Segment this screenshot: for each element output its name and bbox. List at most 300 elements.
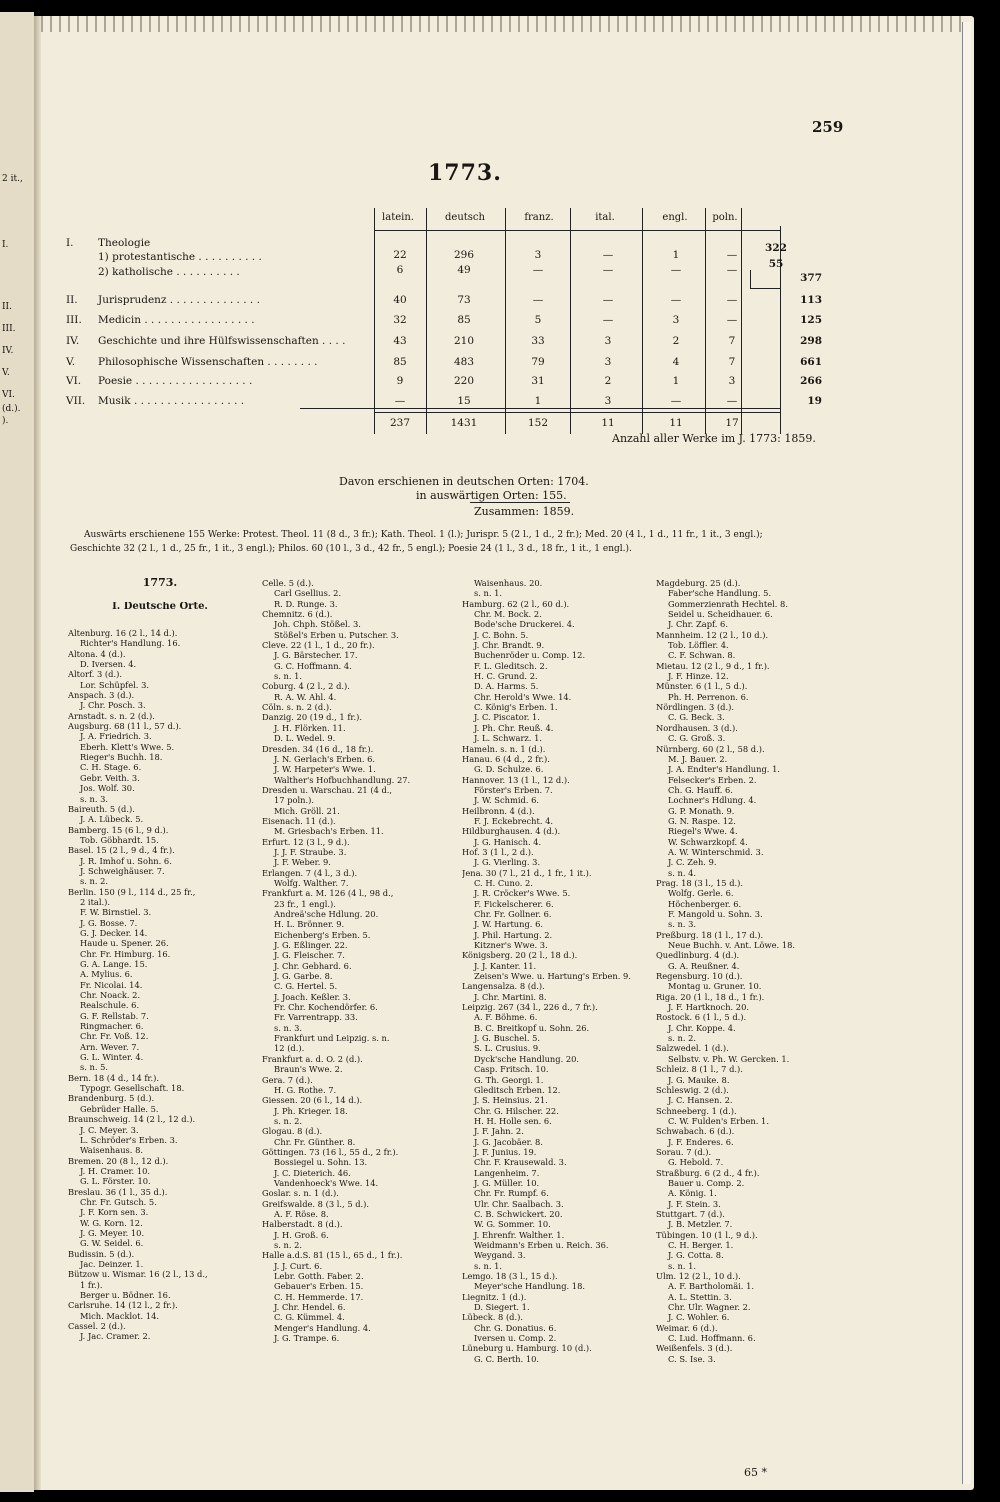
place-entry: H. H. Holle sen. 6. — [474, 1115, 552, 1126]
place-entry: Ulr. Chr. Saalbach. 3. — [474, 1198, 564, 1209]
place-entry: A. König. 1. — [668, 1188, 717, 1199]
place-entry: J. G. Garbe. 8. — [274, 971, 333, 982]
place-entry: G. J. Decker. 14. — [80, 927, 148, 938]
place-entry: s. n. 1. — [274, 671, 303, 682]
table-rule — [374, 412, 780, 413]
place-entry: C. H. Berger. 1. — [668, 1240, 734, 1250]
table-cell: 483 — [453, 356, 475, 368]
place-entry: Hamburg. 62 (2 l., 60 d.). — [462, 598, 570, 609]
year-heading: 1773. — [428, 160, 502, 186]
place-entry: D. L. Wedel. 9. — [274, 733, 336, 744]
place-entry: Sorau. 7 (d.). — [656, 1146, 712, 1157]
place-entry: L. Schröder's Erben. 3. — [80, 1134, 178, 1145]
place-entry: Förster's Erben. 7. — [474, 784, 553, 795]
place-entry: J. G. Müller. 10. — [474, 1177, 540, 1188]
place-entry: J. R. Imhof u. Sohn. 6. — [80, 855, 172, 866]
table-cell: 220 — [453, 375, 475, 387]
place-entry: Halberstadt. 8 (d.). — [262, 1219, 343, 1230]
row-total: 125 — [800, 314, 822, 326]
table-cell: — — [602, 264, 614, 276]
table-rule — [374, 230, 780, 231]
place-entry: C. F. Schwan. 8. — [668, 650, 736, 661]
summary-line: Davon erschienen in deutschen Orten: 1704. — [339, 475, 589, 488]
place-entry: G. L. Winter. 4. — [80, 1052, 144, 1063]
place-entry: Cassel. 2 (d.). — [68, 1321, 126, 1332]
margin-text: (d.). — [2, 404, 21, 414]
place-entry: J. Jac. Cramer. 2. — [80, 1331, 151, 1342]
place-entry: J. W. Hartung. 6. — [474, 919, 543, 930]
place-entry: Iversen u. Comp. 2. — [474, 1333, 557, 1344]
place-entry: Lor. Schüpfel. 3. — [80, 679, 149, 690]
place-entry: Montag u. Gruner. 10. — [668, 981, 762, 992]
place-entry: Berlin. 150 (9 l., 114 d., 25 fr., — [68, 886, 196, 897]
places-column — [262, 578, 458, 1343]
place-entry: J. Ph. Krieger. 18. — [274, 1105, 348, 1116]
place-entry: J. F. Hinze. 12. — [668, 671, 729, 682]
summary-rule — [470, 502, 570, 503]
place-entry: Buchenröder u. Comp. 12. — [474, 650, 586, 661]
place-entry: Tob. Göbhardt. 15. — [80, 834, 159, 845]
place-entry: C. G. Kümmel. 4. — [274, 1312, 345, 1323]
place-entry: G. C. Berth. 10. — [474, 1353, 540, 1364]
place-entry: F. J. Eckebrecht. 4. — [474, 815, 554, 826]
place-entry: W. G. Korn. 12. — [80, 1217, 143, 1228]
place-entry: Jac. Deinzer. 1. — [80, 1258, 144, 1269]
total-cell: 237 — [389, 417, 411, 429]
place-entry: Bremen. 20 (8 l., 12 d.). — [68, 1155, 169, 1166]
place-entry: Bauer u. Comp. 2. — [668, 1177, 745, 1188]
place-entry: C. König's Erben. 1. — [474, 702, 558, 713]
place-entry: Walther's Hofbuchhandlung. 27. — [274, 774, 411, 785]
place-entry: Braunschweig. 14 (2 l., 12 d.). — [68, 1114, 196, 1125]
place-entry: C. G. Groß. 3. — [668, 733, 726, 744]
place-entry: J. G. Buschel. 5. — [474, 1033, 541, 1044]
place-entry: J. G. Eßlinger. 22. — [274, 940, 348, 951]
table-cell: 3 — [728, 375, 736, 387]
margin-text: IV. — [2, 346, 14, 356]
place-entry: Ph. H. Perrenon. 6. — [668, 691, 749, 702]
place-entry: Fr. Nicolai. 14. — [80, 979, 143, 990]
table-cell: 33 — [531, 335, 545, 347]
table-cell: — — [670, 294, 682, 306]
column-year: 1773. — [142, 578, 178, 589]
table-cell: — — [394, 395, 406, 407]
place-entry: J. Chr. Brandt. 9. — [474, 640, 545, 651]
table-cell: 43 — [393, 335, 407, 347]
place-entry: W. Schwarzkopf. 4. — [668, 836, 748, 847]
place-entry: Danzig. 20 (19 d., 1 fr.). — [262, 712, 362, 723]
table-row-label: VI. Poesie . . . . . . . . . . . . . . . . . . — [66, 375, 253, 387]
place-entry: Hameln. s. n. 1 (d.). — [462, 743, 546, 754]
place-entry: Vandenhoeck's Wwe. 14. — [274, 1177, 379, 1188]
place-entry: J. R. Cröcker's Wwe. 5. — [474, 888, 571, 899]
place-entry: Kitzner's Wwe. 3. — [474, 940, 548, 951]
place-entry: F. L. Gleditsch. 2. — [474, 660, 548, 671]
table-cell: — — [602, 294, 614, 306]
place-entry: Weißenfels. 3 (d.). — [656, 1343, 733, 1354]
place-entry: Hanau. 6 (4 d., 2 fr.). — [462, 753, 550, 764]
place-entry: Dresden u. Warschau. 21 (4 d., — [262, 784, 393, 795]
total-cell: 17 — [725, 417, 739, 429]
place-entry: Chr. Fr. Gutsch. 5. — [80, 1196, 157, 1207]
place-entry: Münster. 6 (1 l., 5 d.). — [656, 681, 748, 692]
table-cell: 31 — [531, 375, 545, 387]
place-entry: J. Ph. Chr. Reuß. 4. — [474, 722, 554, 733]
table-cell: — — [602, 314, 614, 326]
place-entry: Gera. 7 (d.). — [262, 1074, 313, 1085]
place-entry: s. n. 3. — [274, 1022, 303, 1033]
place-entry: Dresden. 34 (16 d., 18 fr.). — [262, 743, 374, 754]
table-row-label: I. Theologie — [66, 237, 151, 249]
place-entry: Chr. Ulr. Wagner. 2. — [668, 1302, 751, 1313]
place-entry: J. G. Bärstecher. 17. — [274, 650, 358, 661]
place-entry: Weygand. 3. — [474, 1250, 526, 1261]
place-entry: J. N. Gerlach's Erben. 6. — [274, 753, 376, 764]
summary-line: in auswärtigen Orten: 155. — [416, 489, 567, 502]
place-entry: Bode'sche Druckerei. 4. — [474, 619, 575, 630]
place-entry: Bossiegel u. Sohn. 13. — [274, 1157, 368, 1168]
table-rule — [750, 288, 780, 289]
table-divider — [505, 208, 506, 434]
place-entry: J. F. Weber. 9. — [274, 857, 331, 868]
table-cell: 15 — [457, 395, 471, 407]
place-entry: J. G. Vierling. 3. — [474, 857, 541, 868]
place-entry: J. F. Hartknoch. 20. — [668, 1002, 750, 1013]
place-entry: Lemgo. 18 (3 l., 15 d.). — [462, 1271, 558, 1282]
place-entry: J. A. Friedrich. 3. — [80, 731, 152, 742]
margin-text: V. — [2, 368, 10, 378]
place-entry: Prag. 18 (3 l., 15 d.). — [656, 877, 744, 888]
table-cell: — — [670, 264, 682, 276]
table-row-label: V. Philosophische Wissenschaften . . . . . . . . — [66, 356, 318, 368]
place-entry: Meyer'sche Handlung. 18. — [474, 1281, 586, 1292]
table-cell: 79 — [531, 356, 545, 368]
place-entry: Weimar. 6 (d.). — [656, 1322, 718, 1333]
place-entry: J. F. Enderes. 6. — [668, 1136, 734, 1147]
place-entry: J. Joach. Keßler. 3. — [274, 991, 351, 1002]
place-entry: Mich. Gröll. 21. — [274, 805, 340, 816]
place-entry: Chr. Fr. Gollner. 6. — [474, 909, 552, 919]
place-entry: Altorf. 3 (d.). — [68, 669, 122, 680]
place-entry: J. C. Meyer. 3. — [80, 1124, 139, 1135]
place-entry: Chr. F. Krausewald. 3. — [474, 1157, 567, 1168]
place-entry: G. C. Hoffmann. 4. — [274, 660, 352, 671]
place-entry: J. A. Lübeck. 5. — [80, 814, 144, 825]
table-row-label: II. Jurisprudenz . . . . . . . . . . . . . . — [66, 294, 260, 306]
place-entry: Schleswig. 2 (d.). — [656, 1084, 729, 1095]
column-subtitle: I. Deutsche Orte. — [112, 602, 208, 612]
place-entry: Glogau. 8 (d.). — [262, 1126, 323, 1137]
page-binding — [34, 16, 41, 1490]
place-entry: Breslau. 36 (1 l., 35 d.). — [68, 1186, 168, 1197]
place-entry: J. H. Groß. 6. — [274, 1229, 329, 1240]
place-entry: J. C. Bohn. 5. — [474, 629, 529, 640]
place-entry: R. A. W. Ahl. 4. — [274, 691, 337, 702]
place-entry: Chr. Fr. Voß. 12. — [80, 1031, 149, 1042]
place-entry: S. L. Crusius. 9. — [474, 1043, 541, 1054]
place-entry: Salzwedel. 1 (d.). — [656, 1043, 729, 1054]
place-entry: J. J. Curt. 6. — [274, 1260, 323, 1271]
place-entry: J. G. Jacobäer. 8. — [474, 1136, 543, 1147]
place-entry: s. n. 2. — [274, 1115, 303, 1126]
place-entry: J. C. Zeh. 9. — [668, 857, 717, 868]
place-entry: Casp. Fritsch. 10. — [474, 1064, 549, 1075]
place-entry: J. Chr. Gebhard. 6. — [274, 960, 352, 971]
places-column — [462, 578, 656, 1364]
place-entry: Stuttgart. 7 (d.). — [656, 1208, 725, 1219]
place-entry: G. A. Reußner. 4. — [668, 960, 740, 971]
place-entry: Augsburg. 68 (11 l., 57 d.). — [68, 721, 182, 732]
place-entry: J. G. Hanisch. 4. — [474, 836, 542, 847]
place-entry: Hof. 3 (1 l., 2 d.). — [462, 846, 534, 857]
place-entry: Haude u. Spener. 26. — [80, 938, 169, 949]
place-entry: D. A. Harms. 5. — [474, 681, 539, 692]
row-total: 377 — [800, 272, 822, 284]
place-entry: s. n. 5. — [80, 1062, 109, 1073]
place-entry: Riegel's Wwe. 4. — [668, 826, 738, 837]
place-entry: Ch. G. Hauff. 6. — [668, 784, 733, 795]
place-entry: Altona. 4 (d.). — [68, 648, 126, 659]
place-entry: C. B. Schwickert. 20. — [474, 1208, 563, 1219]
place-entry: Basel. 15 (2 l., 9 d., 4 fr.). — [68, 845, 175, 856]
page-top-edge — [41, 16, 961, 32]
place-entry: C. H. Stage. 6. — [80, 762, 142, 773]
place-entry: s. n. 2. — [668, 1033, 697, 1044]
place-entry: J. Chr. Koppe. 4. — [668, 1022, 736, 1033]
table-cell: 85 — [457, 314, 471, 326]
place-entry: Jena. 30 (7 l., 21 d., 1 fr., 1 it.). — [462, 867, 592, 878]
place-entry: Lebr. Gotth. Faber. 2. — [274, 1271, 364, 1282]
row-total: 298 — [800, 335, 822, 347]
table-cell: 22 — [393, 249, 407, 261]
place-entry: J. G. Fleischer. 7. — [274, 950, 345, 961]
table-cell: 296 — [453, 249, 475, 261]
place-entry: 2 ital.). — [80, 896, 111, 907]
places-column — [68, 578, 252, 1342]
place-entry: Baireuth. 5 (d.). — [68, 803, 135, 814]
place-entry: Chemnitz. 6 (d.). — [262, 609, 333, 620]
place-entry: J. G. Cotta. 8. — [668, 1250, 724, 1261]
place-entry: Andreä'sche Hdlung. 20. — [274, 909, 379, 919]
place-entry: s. n. 4. — [668, 867, 697, 878]
place-entry: Chr. M. Bock. 2. — [474, 609, 542, 620]
place-entry: Nordhausen. 3 (d.). — [656, 722, 738, 733]
table-cell: 32 — [393, 314, 407, 326]
place-entry: G. L. Förster. 10. — [80, 1176, 151, 1187]
place-entry: Bern. 18 (4 d., 14 fr.). — [68, 1072, 159, 1083]
place-entry: Fr. Varrentrapp. 33. — [274, 1012, 358, 1023]
place-entry: Liegnitz. 1 (d.). — [462, 1291, 527, 1302]
summary-line: Zusammen: 1859. — [474, 505, 575, 518]
place-entry: J. S. Heinsius. 21. — [474, 1095, 548, 1106]
place-entry: J. Schweighäuser. 7. — [80, 865, 165, 876]
place-entry: Regensburg. 10 (d.). — [656, 971, 743, 982]
place-entry: F. W. Birnstiel. 3. — [80, 907, 152, 918]
place-entry: H. L. Brönner. 9. — [274, 919, 345, 930]
place-entry: Höchenberger. 6. — [668, 898, 742, 909]
place-entry: J. A. Endter's Handlung. 1. — [668, 764, 780, 775]
place-entry: Göttingen. 73 (16 l., 55 d., 2 fr.). — [262, 1146, 399, 1157]
place-entry: s. n. 1. — [474, 588, 503, 599]
row-total: 266 — [800, 375, 822, 387]
table-cell: 2 — [672, 335, 680, 347]
table-cell: 7 — [728, 335, 736, 347]
place-entry: Carl Gsellius. 2. — [274, 588, 342, 599]
total-cell: 1431 — [450, 417, 478, 429]
table-cell: 7 — [728, 356, 736, 368]
place-entry: J. W. Schmid. 6. — [474, 795, 540, 806]
place-entry: Joh. Chph. Stößel. 3. — [274, 619, 361, 630]
place-entry: Braun's Wwe. 2. — [274, 1064, 343, 1075]
place-entry: J. Chr. Posch. 3. — [80, 700, 146, 711]
table-cell: — — [726, 314, 738, 326]
place-entry: J. F. Korn sen. 3. — [80, 1207, 149, 1218]
place-entry: G. D. Schulze. 6. — [474, 764, 544, 775]
place-entry: Lochner's Hdlung. 4. — [668, 795, 757, 806]
table-row-label: 1) protestantische . . . . . . . . . . — [98, 251, 262, 263]
place-entry: Realschule. 6. — [80, 1000, 140, 1011]
place-entry: J. Ehrenfr. Walther. 1. — [474, 1229, 565, 1240]
place-entry: Chr. G. Donatius. 6. — [474, 1322, 557, 1333]
place-entry: Leipzig. 267 (34 l., 226 d., 7 fr.). — [462, 1002, 598, 1013]
place-entry: G. Hebold. 7. — [668, 1157, 724, 1168]
table-cell: 210 — [453, 335, 475, 347]
place-entry: M. J. Bauer. 2. — [668, 753, 728, 764]
place-entry: Tob. Löffler. 4. — [668, 640, 729, 651]
place-entry: Felsecker's Erben. 2. — [668, 774, 757, 785]
place-entry: Richter's Handlung. 16. — [80, 638, 181, 649]
place-entry: D. Iversen. 4. — [80, 659, 137, 670]
header-ital: ital. — [595, 212, 615, 223]
margin-text: ). — [2, 416, 9, 426]
table-cell: — — [726, 395, 738, 407]
place-entry: Chr. G. Hilscher. 22. — [474, 1105, 559, 1116]
table-cell: 4 — [672, 356, 680, 368]
place-entry: Erfurt. 12 (3 l., 9 d.). — [262, 836, 350, 847]
table-cell: 3 — [604, 356, 612, 368]
place-entry: Giessen. 20 (6 l., 14 d.). — [262, 1095, 363, 1106]
place-entry: Lübeck. 8 (d.). — [462, 1312, 523, 1323]
row-total: 661 — [800, 356, 822, 368]
place-entry: Schleiz. 8 (1 l., 7 d.). — [656, 1064, 743, 1075]
place-entry: J. G. Mauke. 8. — [668, 1074, 730, 1085]
place-entry: Quedlinburg. 4 (d.). — [656, 950, 740, 961]
place-entry: C. G. Hertel. 5. — [274, 981, 338, 992]
place-entry: Goslar. s. n. 1 (d.). — [262, 1188, 339, 1199]
place-entry: J. J. F. Straube. 3. — [274, 846, 347, 857]
table-divider — [426, 208, 427, 434]
place-entry: Coburg. 4 (2 l., 2 d.). — [262, 681, 350, 692]
header-poln: poln. — [712, 212, 738, 223]
place-entry: Arn. Wever. 7. — [80, 1041, 140, 1052]
place-entry: J. F. Junius. 19. — [474, 1146, 537, 1157]
place-entry: C. S. Ise. 3. — [668, 1353, 716, 1364]
place-entry: H. C. Grund. 2. — [474, 671, 538, 682]
place-entry: Eichenberg's Erben. 5. — [274, 929, 371, 940]
table-cell: — — [726, 294, 738, 306]
place-entry: Hildburghausen. 4 (d.). — [462, 826, 561, 837]
place-entry: Dyck'sche Handlung. 20. — [474, 1053, 580, 1064]
place-entry: Magdeburg. 25 (d.). — [656, 578, 741, 588]
place-entry: C. Lud. Hoffmann. 6. — [668, 1333, 756, 1344]
place-entry: Cöln. s. n. 2 (d.). — [262, 702, 332, 713]
place-entry: F. Mangold u. Sohn. 3. — [668, 909, 763, 919]
place-entry: Chr. Fr. Rumpf. 6. — [474, 1188, 549, 1199]
table-cell: 1 — [672, 249, 680, 261]
place-entry: Straßburg. 6 (2 d., 4 fr.). — [656, 1167, 760, 1178]
table-row-label: III. Medicin . . . . . . . . . . . . . . . . . — [66, 314, 255, 326]
place-entry: Königsberg. 20 (2 l., 18 d.). — [462, 950, 578, 961]
place-entry: Altenburg. 16 (2 l., 14 d.). — [68, 628, 178, 638]
place-entry: Bamberg. 15 (6 l., 9 d.). — [68, 824, 169, 835]
table-cell: 73 — [457, 294, 471, 306]
table-cell: 3 — [604, 335, 612, 347]
place-entry: Frankfurt und Leipzig. s. n. — [274, 1033, 390, 1044]
table-cell: 2 — [604, 375, 612, 387]
place-entry: Heilbronn. 4 (d.). — [462, 805, 535, 816]
table-cell: 40 — [393, 294, 407, 306]
margin-text: I. — [2, 240, 9, 250]
place-entry: Faber'sche Handlung. 5. — [668, 588, 772, 599]
place-entry: J. B. Metzler. 7. — [668, 1219, 733, 1230]
place-entry: Jos. Wolf. 30. — [80, 783, 135, 794]
place-entry: Nürnberg. 60 (2 l., 58 d.). — [656, 743, 765, 754]
foreign-note: Auswärts erschienene 155 Werke: Protest. Theol. 11 (8 d., 3 fr.); Kath. Theol. 1 (l.); Jurispr. 5 (2 l., 1 d., 2 fr.); Med. 20 (4 l., 1 d., 11 fr., 1 it., 3 engl.); — [84, 530, 763, 540]
place-entry: Wolfg. Gerle. 6. — [668, 888, 734, 899]
place-entry: Halle a.d.S. 81 (15 l., 65 d., 1 fr.). — [262, 1250, 403, 1261]
table-cell: 3 — [672, 314, 680, 326]
place-entry: Celle. 5 (d.). — [262, 578, 314, 588]
place-entry: Menger's Handlung. 4. — [274, 1322, 371, 1333]
place-entry: Frankfurt a. M. 126 (4 l., 98 d., — [262, 888, 394, 899]
place-entry: J. C. Hansen. 2. — [668, 1095, 733, 1106]
table-cell: — — [532, 294, 544, 306]
place-entry: J. Phil. Hartung. 2. — [474, 929, 553, 940]
place-entry: Schneeberg. 1 (d.). — [656, 1105, 737, 1116]
place-entry: Selbstv. v. Ph. W. Gercken. 1. — [668, 1053, 790, 1064]
place-entry: A. F. Böhme. 6. — [474, 1012, 538, 1023]
place-entry: A. F. Bartholomäi. 1. — [668, 1281, 754, 1292]
total-cell: 152 — [527, 417, 549, 429]
place-entry: F. Fickelscherer. 6. — [474, 898, 554, 909]
place-entry: Mich. Macklot. 14. — [80, 1310, 159, 1321]
table-divider — [570, 208, 571, 434]
place-entry: J. Chr. Zapf. 6. — [668, 619, 728, 630]
place-entry: Arnstadt. s. n. 2 (d.). — [68, 710, 155, 721]
place-entry: J. J. Kanter. 11. — [474, 960, 537, 971]
place-entry: Gommerzienrath Hechtel. 8. — [668, 598, 788, 609]
place-entry: G. N. Raspe. 12. — [668, 815, 736, 826]
place-entry: G. A. Lange. 15. — [80, 959, 148, 969]
place-entry: G. F. Rellstab. 7. — [80, 1010, 149, 1021]
place-entry: J. G. Meyer. 10. — [80, 1227, 145, 1238]
table-cell: — — [726, 249, 738, 261]
row-total: 113 — [800, 294, 822, 306]
table-cell: 1 — [534, 395, 542, 407]
place-entry: Hannover. 13 (1 l., 12 d.). — [462, 774, 570, 785]
place-entry: Rostock. 6 (1 l., 5 d.). — [656, 1012, 747, 1023]
place-entry: Mietau. 12 (2 l., 9 d., 1 fr.). — [656, 660, 770, 671]
place-entry: Tübingen. 10 (1 l., 9 d.). — [656, 1229, 758, 1240]
place-entry: 17 poln.). — [274, 795, 315, 806]
place-entry: Budissin. 5 (d.). — [68, 1248, 135, 1259]
place-entry: Riga. 20 (1 l., 18 d., 1 fr.). — [656, 991, 765, 1002]
place-entry: Fr. Chr. Kochendörfer. 6. — [274, 1002, 378, 1013]
margin-text: III. — [2, 324, 16, 334]
table-cell: 85 — [393, 356, 407, 368]
place-entry: J. F. Jahn. 2. — [474, 1126, 524, 1137]
place-entry: Berger u. Bödner. 16. — [80, 1290, 171, 1300]
